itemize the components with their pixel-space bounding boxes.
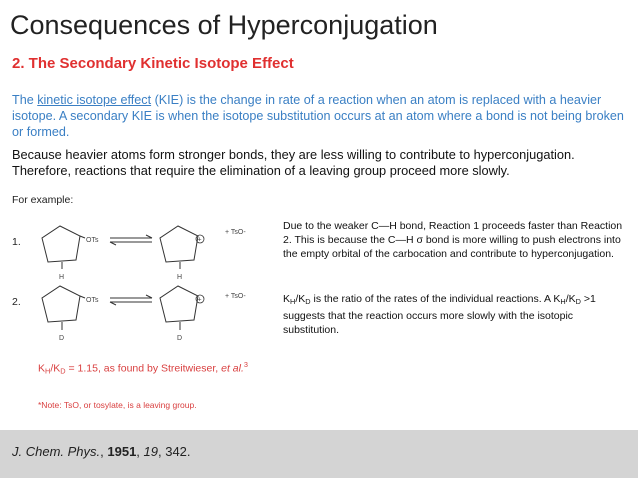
citation: J. Chem. Phys., 1951, 19, 342. xyxy=(12,444,191,459)
slash-k-symbol: /K xyxy=(295,293,306,305)
isotope-label-1: H xyxy=(59,274,65,281)
ratio-text-b: >1 suggests that the reaction occurs more slowly with the isotopic substitution. xyxy=(283,293,596,336)
reactant-ring-1 xyxy=(42,226,80,262)
citation-volume: 19 xyxy=(143,444,158,459)
reactant-ring-2 xyxy=(42,286,80,322)
h-subscript: H xyxy=(290,297,296,306)
product-isotope-label-1: H xyxy=(177,274,183,281)
ratio-text-a: is the ratio of the rates of the individual reactions. A K xyxy=(310,293,561,305)
d-subscript: D xyxy=(575,297,581,306)
slash-k-symbol: /K xyxy=(565,293,576,305)
k-symbol: K xyxy=(38,362,46,375)
leaving-group-label-2: OTs xyxy=(86,297,99,304)
kie-result xyxy=(38,360,248,376)
h-subscript: H xyxy=(45,366,51,376)
bond-ots-1 xyxy=(80,236,85,238)
citation-pages: , 342. xyxy=(158,444,191,459)
because-paragraph: Because heavier atoms form stronger bonds, they are less willing to contribute to hyperconjugation. Therefore, reactions that require the elimination of a leaving group proceed more slowly. xyxy=(12,147,575,178)
slide-subtitle: 2. The Secondary Kinetic Isotope Effect xyxy=(12,55,294,72)
leaving-group-label-1: OTs xyxy=(86,237,99,244)
k-symbol: K xyxy=(283,293,291,305)
explanation-kie-ratio xyxy=(283,292,623,337)
charge-label-2: + xyxy=(197,296,202,304)
reaction-2-diagram xyxy=(30,274,280,349)
citation-year: 1951 xyxy=(107,444,137,459)
byproduct-label-1: + TsO- xyxy=(225,229,246,236)
reaction-1-number: 1. xyxy=(12,236,21,248)
intro-rest: (KIE) is the change in rate of a reaction when an atom is replaced with a heavier isotope. A secondary KIE is when the isotope substitution occurs at an atom where a bond is not being broken or formed. xyxy=(12,93,624,139)
intro-paragraph xyxy=(12,92,624,140)
citation-journal: J. Chem. Phys. xyxy=(12,444,101,459)
d-subscript: D xyxy=(305,297,311,306)
intro-prefix: The xyxy=(12,93,38,107)
bond-ots-2 xyxy=(80,296,85,298)
kie-result-text: = 1.15, as found by Streitwieser, xyxy=(65,362,222,375)
product-isotope-label-2: D xyxy=(177,335,183,342)
slide-title: Consequences of Hyperconjugation xyxy=(10,10,438,40)
tosylate-note: *Note: TsO, or tosylate, is a leaving group. xyxy=(38,400,197,410)
h-subscript: H xyxy=(560,297,566,306)
byproduct-label-2: + TsO- xyxy=(225,293,246,300)
product-ring-2 xyxy=(160,286,198,322)
d-subscript: D xyxy=(60,366,66,376)
slash-k-symbol: /K xyxy=(50,362,61,375)
et-al-text: et al. xyxy=(221,362,244,375)
product-ring-1 xyxy=(160,226,198,262)
reference-superscript: 3 xyxy=(243,360,248,369)
reaction-2-number: 2. xyxy=(12,296,21,308)
kinetic-isotope-effect-link[interactable]: kinetic isotope effect xyxy=(37,93,152,107)
for-example-label: For example: xyxy=(12,194,74,206)
charge-label-1: + xyxy=(197,236,202,244)
explanation-reaction-rates: Due to the weaker C—H bond, Reaction 1 proceeds faster than Reaction 2. This is because the C—H σ bond is more willing to push electrons into the empty orbital of the carbocation and contribute to hyperconjugation. xyxy=(283,220,623,260)
isotope-label-2: D xyxy=(59,335,65,342)
